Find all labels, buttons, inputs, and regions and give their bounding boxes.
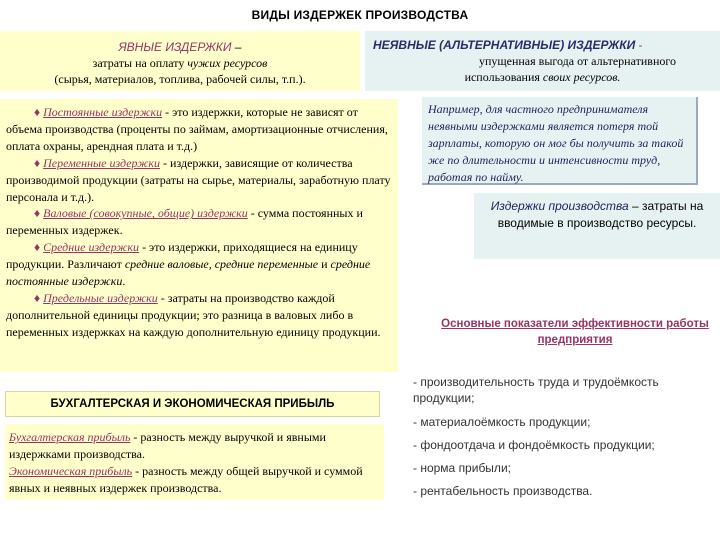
accounting-profit-definition: - разность между выручкой и явными издержками производства. (9, 430, 326, 461)
cost-period: . (122, 274, 126, 289)
economic-profit-term: Экономическая прибыль (9, 464, 133, 478)
cost-item-fixed (6, 104, 392, 155)
production-costs-term: Издержки производства (490, 199, 629, 213)
cost-term: Постоянные издержки (43, 105, 163, 119)
explicit-costs-heading: ЯВНЫЕ ИЗДЕРЖКИ (118, 40, 232, 54)
implicit-costs-heading: НЕЯВНЫЕ (АЛЬТЕРНАТИВНЫЕ) ИЗДЕРЖКИ (373, 38, 636, 52)
implicit-costs-emphasis: своих ресурсов. (542, 70, 621, 84)
cost-definition: - сумма постоянных и переменных издержек. (6, 206, 363, 238)
cost-term: Средние издержки (43, 240, 140, 255)
implicit-costs-box (365, 31, 720, 91)
cost-term: Валовые (совокупные, общие) издержки (43, 206, 248, 221)
indicator-item: - фондоотдача и фондоёмкость продукции; (413, 438, 655, 452)
cost-definition: - это издержки, которые не зависят от объема производства (проценты по займам, амортизационные отчисления, оплата охраны, арендная плата и т.д.) (6, 105, 388, 153)
implicit-costs-text-2: использования (464, 70, 543, 84)
cost-term: Переменные издержки (43, 155, 161, 170)
cost-item-variable (6, 155, 392, 206)
implicit-cost-example: Например, для частного предпринимателя неявными издержками является потеря той зарплаты, которую он мог бы получить за такой же по длительности и интенсивности труд, работая по найму. (422, 97, 698, 185)
diamond-bullet-icon: ♦ (34, 206, 41, 221)
cost-types-box (0, 99, 398, 372)
indicator-item: - рентабельность производства. (413, 484, 593, 498)
explicit-costs-text: затраты на оплату (92, 56, 188, 70)
page-title: ВИДЫ ИЗДЕРЖЕК ПРОИЗВОДСТВА (251, 8, 469, 22)
explicit-costs-emphasis: чужих ресурсов (187, 56, 268, 70)
diamond-bullet-icon: ♦ (34, 155, 41, 170)
economic-profit-definition: - разность между общей выручкой и суммой явных и неявных издержек производства. (9, 464, 363, 495)
cost-subtypes: средние валовые, средние переменные (124, 257, 319, 272)
production-costs-box (474, 193, 720, 259)
indicator-item: - норма прибыли; (413, 461, 511, 475)
diamond-bullet-icon: ♦ (34, 105, 41, 119)
diamond-bullet-icon: ♦ (34, 290, 41, 305)
profit-definitions-box (5, 424, 384, 500)
indicator-item: - материалоёмкость продукции; (413, 415, 591, 429)
diamond-bullet-icon: ♦ (34, 240, 41, 255)
indicators-list (413, 374, 720, 498)
cost-term: Предельные издержки (43, 290, 158, 305)
implicit-costs-dash: - (635, 38, 643, 52)
indicator-item: - производительность труда и трудоёмкость продукции; (413, 375, 659, 405)
cost-connector: и (318, 257, 331, 272)
accounting-profit-term: Бухгалтерская прибыль (9, 430, 131, 444)
profit-heading: БУХГАЛТЕРСКАЯ И ЭКОНОМИЧЕСКАЯ ПРИБЫЛЬ (5, 391, 380, 417)
cost-item-marginal (6, 290, 392, 341)
explicit-costs-examples: (сырья, материалов, топлива, рабочей силы, т.п.). (54, 72, 306, 86)
cost-definition: - это издержки, приходящиеся на единицу продукции. Различают (6, 240, 358, 272)
cost-definition: - затраты на производство каждой дополнительной единицы продукции; это разница в валовых либо в переменных издержках на каждую дополнительную единицу продукции. (6, 290, 381, 339)
economic-profit (9, 463, 380, 497)
implicit-costs-text: упущенная выгода от альтернативного (478, 54, 676, 68)
indicators-heading: Основные показатели эффективности работы предприятия (441, 318, 709, 346)
accounting-profit (9, 429, 380, 463)
production-costs-definition: – затраты на вводимые в производство ресурсы. (497, 199, 704, 230)
cost-definition: - издержки, зависящие от количества производимой продукции (затраты на сырье, материалы, заработную плату персонала и т.д.). (6, 155, 391, 204)
explicit-costs-dash: – (231, 40, 242, 54)
cost-item-average (6, 239, 392, 290)
explicit-costs-box (0, 31, 360, 91)
cost-subtypes: средние постоянные издержки (6, 257, 371, 289)
cost-item-total (6, 205, 392, 239)
